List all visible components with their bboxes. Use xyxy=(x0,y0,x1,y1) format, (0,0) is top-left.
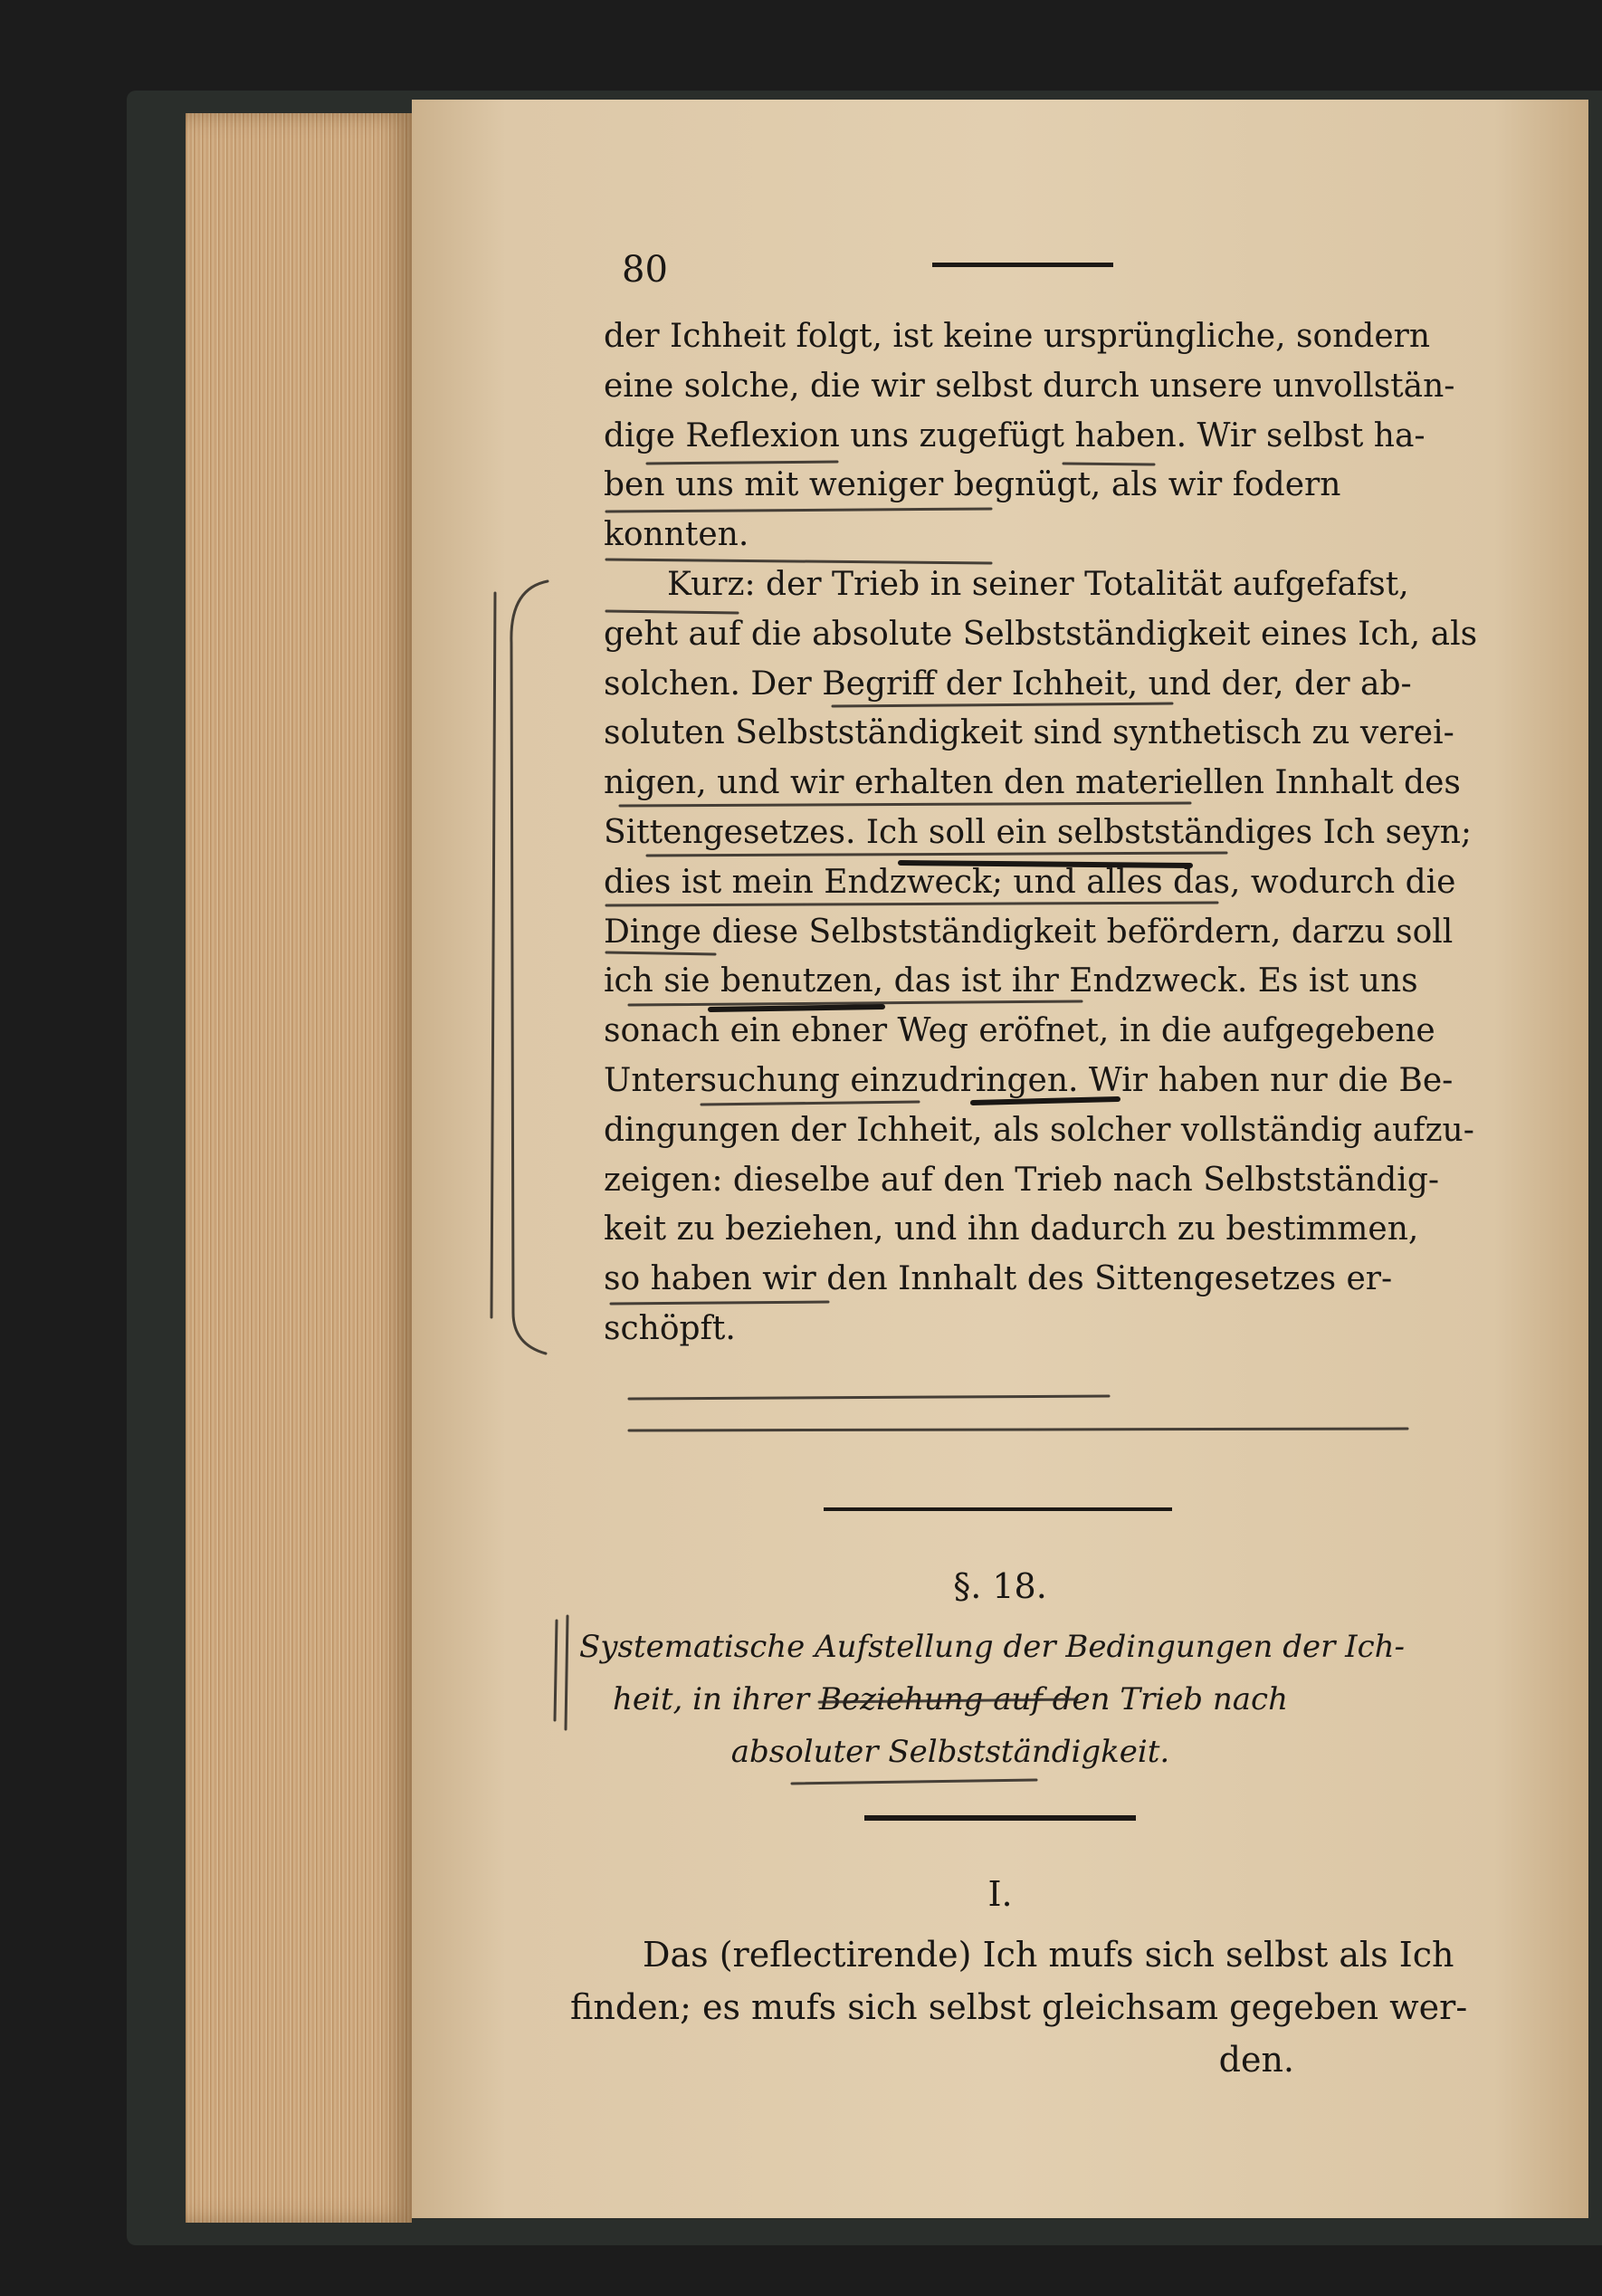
title-line: absoluter Selbstständigkeit. xyxy=(730,1734,1170,1770)
text-line: schöpft. xyxy=(604,1309,736,1347)
pencil-underline xyxy=(606,509,991,512)
page-edges xyxy=(186,113,412,2223)
proposition-line: den. xyxy=(1218,2040,1294,2080)
text-line: der Ichheit folgt, ist keine ursprüngliche, sondern xyxy=(604,318,1431,355)
text-line: ben uns mit weniger begnügt, als wir fodern xyxy=(604,466,1341,504)
pencil-underline xyxy=(819,1699,1077,1702)
pencil-underline xyxy=(606,952,715,954)
pencil-underline xyxy=(973,1099,1118,1103)
text-line: dingungen der Ichheit, als solcher vollständig aufzu- xyxy=(604,1111,1474,1149)
pencil-underline xyxy=(629,1396,1109,1399)
section-number: §. 18. xyxy=(953,1566,1047,1606)
text-line: solchen. Der Begriff der Ichheit, und der, der ab- xyxy=(604,665,1412,703)
text-line: geht auf die absolute Selbstständigkeit eines Ich, als xyxy=(604,615,1478,653)
pencil-underline xyxy=(792,1780,1036,1784)
pencil-underline xyxy=(620,803,1190,806)
pencil-underline xyxy=(833,703,1172,706)
proposition-line: finden; es mufs sich selbst gleichsam gegeben wer- xyxy=(570,1987,1468,2027)
text-line: dige Reflexion uns zugefügt haben. Wir selbst ha- xyxy=(604,416,1426,454)
text-line: ich sie benutzen, das ist ihr Endzweck. Es ist uns xyxy=(604,962,1418,1000)
pencil-underline xyxy=(606,903,1217,905)
book-page xyxy=(412,100,1588,2218)
proposition-line: Das (reflectirende) Ich mufs sich selbst als Ich xyxy=(643,1935,1454,1975)
text-line: zeigen: dieselbe auf den Trieb nach Selbstständig- xyxy=(604,1161,1440,1199)
text-line: sonach ein ebner Weg eröfnet, in die aufgegebene xyxy=(604,1012,1435,1050)
text-line: keit zu beziehen, und ihn dadurch zu bestimmen, xyxy=(604,1210,1419,1248)
text-line: Untersuchung einzudringen. Wir haben nur die Be- xyxy=(604,1061,1454,1099)
pencil-underline xyxy=(647,853,1226,856)
text-line: so haben wir den Innhalt des Sittengesetzes er- xyxy=(604,1260,1393,1298)
pencil-underline xyxy=(611,1302,828,1304)
pencil-underline xyxy=(647,462,837,464)
pencil-underline xyxy=(710,1007,882,1009)
text-line: dies ist mein Endzweck; und alles das, wodurch die xyxy=(604,863,1456,901)
text-line: soluten Selbstständigkeit sind synthetisch zu verei- xyxy=(604,714,1454,752)
pencil-underline xyxy=(901,863,1190,866)
text-line: Kurz: der Trieb in seiner Totalität aufgefafst, xyxy=(667,565,1409,603)
subsection-number: I. xyxy=(987,1874,1013,1914)
pencil-underline xyxy=(629,1001,1082,1005)
margin-bracket xyxy=(511,581,548,1354)
text-line: eine solche, die wir selbst durch unsere unvollstän- xyxy=(604,367,1455,405)
title-margin-line xyxy=(555,1621,557,1720)
title-line: heit, in ihrer Beziehung auf den Trieb nach xyxy=(613,1681,1288,1717)
pencil-annotations xyxy=(412,100,1588,2218)
text-line: Sittengesetzes. Ich soll ein selbstständiges Ich seyn; xyxy=(604,813,1473,851)
pencil-underline xyxy=(606,611,738,613)
pencil-underline xyxy=(701,1102,919,1105)
text-line: nigen, und wir erhalten den materiellen Innhalt des xyxy=(604,764,1461,802)
page-number: 80 xyxy=(622,249,668,291)
text-line: Dinge diese Selbstständigkeit befördern, darzu soll xyxy=(604,913,1454,951)
text-line: konnten. xyxy=(604,516,749,554)
pencil-underline xyxy=(606,560,991,563)
pencil-underline xyxy=(629,1429,1407,1430)
margin-line xyxy=(491,593,495,1317)
title-margin-line xyxy=(566,1616,567,1729)
title-line: Systematische Aufstellung der Bedingungen der Ich- xyxy=(579,1629,1406,1665)
